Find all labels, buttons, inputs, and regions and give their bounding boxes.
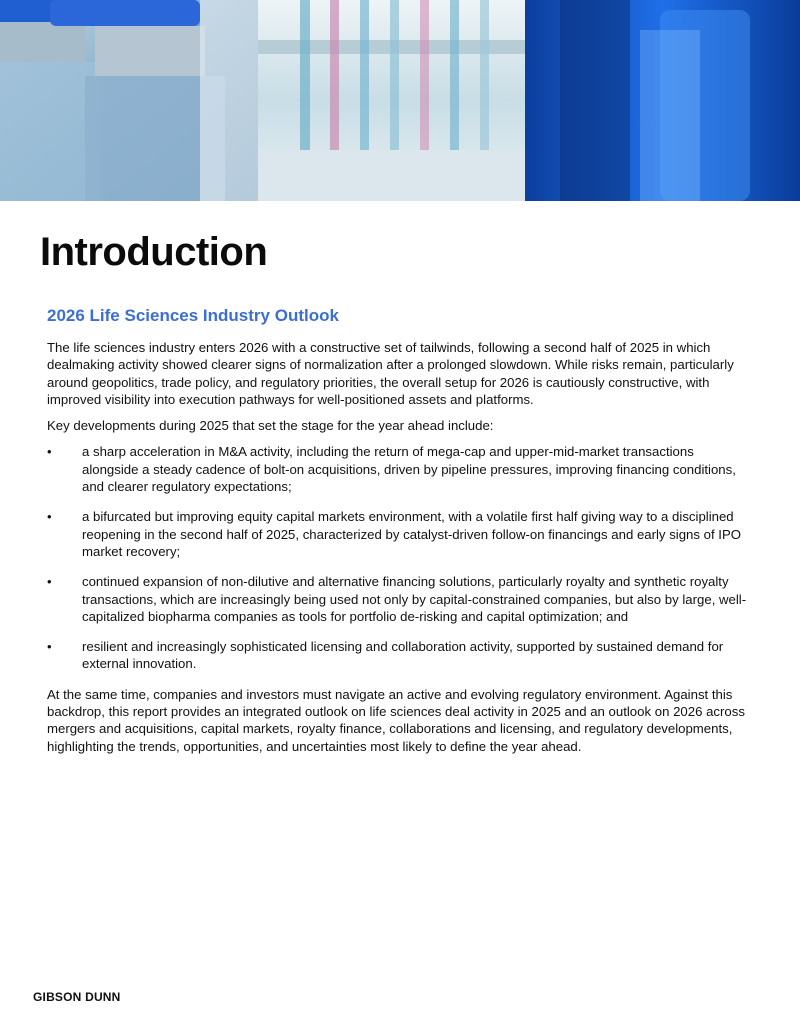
intro-paragraph-1: The life sciences industry enters 2026 with a constructive set of tailwinds, following a second half of 2025 in which dealmaking activity showed clearer signs of normalization after a prolonged slowdown. While risks remain, particularly around geopolitics, trade policy, and regulatory priorities, the overall setup for 2026 is cautiously constructive, with improved visibility into execution pathways for well-positioned assets and platforms.: [47, 340, 734, 407]
intro-paragraph-3: At the same time, companies and investors must navigate an active and evolving regulatory environment. Against this backdrop, this report provides an integrated outlook on life sciences deal activity in 2025 and an outlook on 2026 across mergers and acquisitions, capital markets, royalty finance, collaborations and licensing, and regulatory developments, highlighting the trends, opportunities, and uncertainties most likely to define the year ahead.: [47, 686, 745, 754]
test-tubes-photo: [258, 0, 525, 201]
bullet-icon: •: [47, 444, 52, 460]
list-item-text: resilient and increasingly sophisticated licensing and collaboration activity, supported by sustained demand for external innovation.: [82, 639, 724, 672]
intro-body: [47, 305, 752, 764]
page-title: Introduction: [40, 230, 268, 274]
list-item: [47, 573, 752, 625]
blue-glassware-photo: [525, 0, 800, 201]
list-item-text: a sharp acceleration in M&A activity, including the return of mega-cap and upper-mid-market transactions alongside a steady cadence of bolt-on acquisitions, driven by pipeline pressures, improving financing conditions, and clearer regulatory expectations;: [82, 444, 736, 495]
list-item: [47, 638, 752, 673]
list-item: [47, 443, 752, 495]
list-item-text: a bifurcated but improving equity capital markets environment, with a volatile first half giving way to a disciplined reopening in the second half of 2025, characterized by catalyst-driven follow-on financings and early signs of IPO market recovery;: [82, 509, 742, 559]
bullet-icon: •: [47, 509, 52, 525]
firm-logo: GIBSON DUNN: [33, 990, 121, 1004]
bullet-icon: •: [47, 574, 52, 590]
section-subtitle: 2026 Life Sciences Industry Outlook: [47, 306, 339, 325]
list-item-text: continued expansion of non-dilutive and alternative financing solutions, particularly royalty and synthetic royalty transactions, which are increasingly being used not only by capital-constrained companies, but also by large, well-capitalized biopharma companies as tools for portfolio de-risking and capital optimization; and: [82, 574, 747, 624]
intro-paragraph-2: Key developments during 2025 that set the stage for the year ahead include:: [47, 418, 494, 434]
vials-photo: [0, 0, 258, 201]
key-developments-list: [47, 443, 752, 672]
header-banner-image: [0, 0, 800, 201]
list-item: [47, 508, 752, 560]
bullet-icon: •: [47, 639, 52, 655]
